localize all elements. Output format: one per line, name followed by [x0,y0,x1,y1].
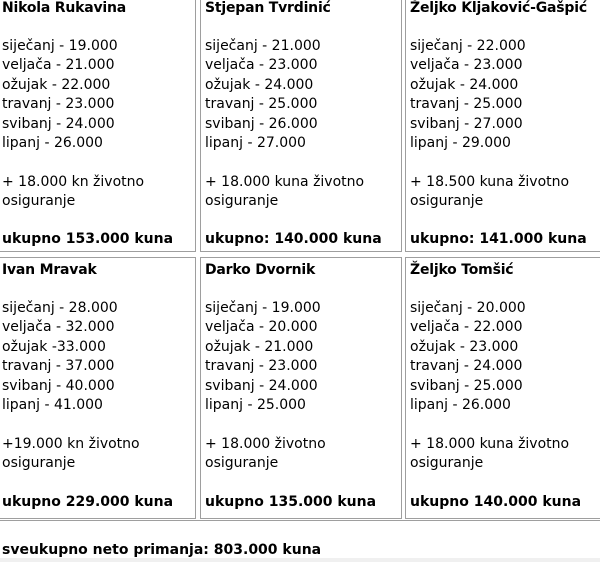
person-total: ukupno 153.000 kuna [2,231,174,247]
month-entry: siječanj - 28.000 [2,300,118,316]
month-entry: veljača - 20.000 [205,319,318,336]
month-entry: lipanj - 27.000 [205,135,306,152]
person-cell[interactable] [200,257,402,519]
insurance-note: + 18.000 kuna životno osiguranje [205,174,365,210]
month-entry: lipanj - 25.000 [205,397,306,414]
month-entry: svibanj - 24.000 [205,377,318,394]
insurance-note: + 18.000 kuna životno osiguranje [410,436,570,472]
month-entry: ožujak - 23.000 [410,338,519,355]
month-entry: travanj - 37.000 [2,358,115,375]
month-entry: ožujak -33.000 [2,338,106,355]
month-entry: veljača - 23.000 [410,57,523,74]
month-entry: ožujak - 21.000 [205,338,314,355]
person-name: Darko Dvornik [205,262,316,278]
divider [0,520,600,521]
month-entry: siječanj - 20.000 [410,300,526,316]
person-cell[interactable] [405,0,600,252]
person-name: Ivan Mravak [2,262,97,278]
month-entry: lipanj - 26.000 [2,135,103,152]
month-entry: ožujak - 24.000 [410,76,519,93]
month-entry: siječanj - 22.000 [410,38,526,54]
person-name: Željko Kljaković-Gašpić [410,0,587,16]
person-name: Stjepan Tvrdinić [205,0,331,16]
month-entry: ožujak - 22.000 [2,76,111,93]
person-cell[interactable] [0,0,196,252]
month-entry: ožujak - 24.000 [205,76,314,93]
month-entry: lipanj - 41.000 [2,397,103,414]
monthly-list [205,299,321,415]
month-entry: veljača - 22.000 [410,319,523,336]
month-entry: travanj - 25.000 [205,96,318,113]
person-cell[interactable] [0,257,196,519]
person-total: ukupno 229.000 kuna [2,494,174,510]
person-total: ukupno 140.000 kuna [410,494,582,510]
bottom-band [0,558,600,562]
monthly-list [410,299,526,415]
insurance-note: + 18.500 kuna životno osiguranje [410,174,570,210]
insurance-note: + 18.000 životno osiguranje [205,436,326,472]
month-entry: veljača - 32.000 [2,319,115,336]
month-entry: svibanj - 40.000 [2,377,115,394]
monthly-list [410,37,526,153]
month-entry: travanj - 23.000 [205,358,318,375]
monthly-list [205,37,321,153]
insurance-note: + 18.000 kn životno osiguranje [2,174,145,210]
month-entry-with-caret[interactable] [205,299,321,318]
month-entry: svibanj - 26.000 [205,115,318,132]
monthly-list [2,299,118,415]
month-entry: lipanj - 29.000 [410,135,511,152]
month-entry: travanj - 25.000 [410,96,523,113]
month-entry: siječanj - 19.000 [205,300,321,316]
person-cell[interactable] [200,0,402,252]
person-cell[interactable] [405,257,600,519]
month-entry: svibanj - 25.000 [410,377,523,394]
grand-total: sveukupno neto primanja: 803.000 kuna [2,542,322,558]
month-entry: travanj - 23.000 [2,96,115,113]
person-name: Željko Tomšić [410,262,514,278]
table-row [0,257,600,514]
month-entry: svibanj - 24.000 [2,115,115,132]
month-entry: lipanj - 26.000 [410,397,511,414]
monthly-list [2,37,118,153]
month-entry: svibanj - 27.000 [410,115,523,132]
person-total: ukupno: 140.000 kuna [205,231,382,247]
month-entry: siječanj - 19.000 [2,38,118,54]
insurance-note: +19.000 kn životno osiguranje [2,436,140,472]
month-entry: veljača - 23.000 [205,57,318,74]
person-name: Nikola Rukavina [2,0,127,16]
person-total: ukupno 135.000 kuna [205,494,377,510]
table-row [0,0,600,257]
month-entry: siječanj - 21.000 [205,38,321,54]
person-total: ukupno: 141.000 kuna [410,231,587,247]
month-entry: veljača - 21.000 [2,57,115,74]
month-entry: travanj - 24.000 [410,358,523,375]
